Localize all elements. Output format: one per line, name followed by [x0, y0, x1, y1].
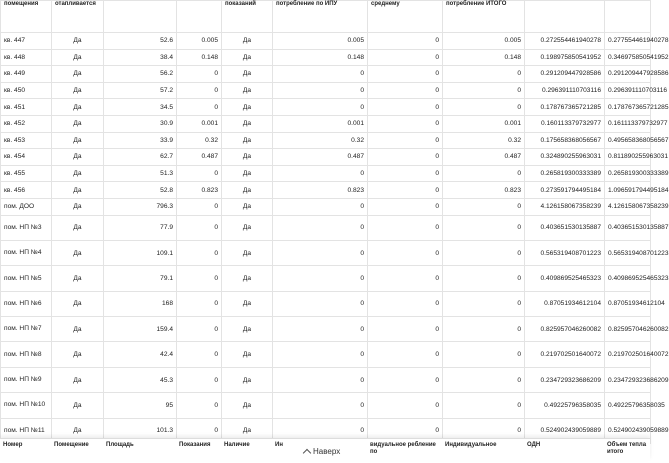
table-cell: 0.403651530135887: [605, 215, 651, 240]
table-cell: 0: [368, 33, 443, 50]
column-header: потребление по ИПУ: [273, 1, 368, 33]
table-cell: 0: [177, 215, 222, 240]
table-cell: 0: [443, 165, 525, 182]
table-cell: 38.4: [104, 49, 177, 66]
table-cell: 0: [443, 418, 525, 443]
table-cell: 56.2: [104, 66, 177, 83]
table-cell: 0.87051934612104: [525, 291, 605, 316]
sticky-column-header: Наличие: [224, 442, 250, 448]
table-cell: 0: [443, 198, 525, 215]
table-cell: 0: [368, 317, 443, 342]
table-cell: 0.32: [273, 132, 368, 149]
table-cell: 0.234729323686209: [605, 367, 651, 392]
table-cell: 57.2: [104, 82, 177, 99]
table-cell: 95: [104, 393, 177, 418]
table-row: [1, 33, 651, 50]
table-cell: 0.178767365721285: [605, 99, 651, 116]
table-cell: 0: [177, 393, 222, 418]
table-cell: 0: [368, 342, 443, 367]
table-cell: Да: [52, 367, 104, 392]
table-cell: кв. 454: [1, 149, 52, 166]
table-cell: 0: [368, 393, 443, 418]
table-cell: кв. 456: [1, 182, 52, 199]
table-row: [1, 342, 651, 367]
table-cell: 101.3: [104, 418, 177, 443]
table-cell: 0: [368, 215, 443, 240]
table-cell: 0.178767365721285: [525, 99, 605, 116]
table-cell: пом. НП №4: [1, 240, 52, 265]
table-row: [1, 182, 651, 199]
table-cell: 0.005: [273, 33, 368, 50]
table-cell: кв. 448: [1, 49, 52, 66]
table-cell: Да: [52, 165, 104, 182]
table-row: [1, 99, 651, 116]
table-cell: 0: [368, 82, 443, 99]
table-cell: 0.825957046260082: [605, 317, 651, 342]
table-cell: 0.265819300333389: [525, 165, 605, 182]
table-cell: 0.346975850541952: [605, 49, 651, 66]
column-header: среднему: [368, 1, 443, 33]
table-cell: 0.49225796358035: [605, 393, 651, 418]
table-cell: 0: [273, 342, 368, 367]
table-cell: Да: [222, 240, 273, 265]
table-cell: 0: [177, 99, 222, 116]
table-cell: 0: [177, 82, 222, 99]
table-cell: 42.4: [104, 342, 177, 367]
table-cell: 0: [368, 165, 443, 182]
table-cell: 0: [177, 266, 222, 291]
table-cell: 0.409869525465323: [525, 266, 605, 291]
column-header: [177, 1, 222, 33]
table-cell: Да: [52, 342, 104, 367]
table-cell: 0: [177, 317, 222, 342]
table-cell: 0: [273, 393, 368, 418]
table-cell: Да: [52, 132, 104, 149]
table-cell: 0: [368, 418, 443, 443]
table-cell: 0.825957046260082: [525, 317, 605, 342]
table-cell: 0: [368, 367, 443, 392]
table-cell: Да: [52, 149, 104, 166]
table-cell: кв. 451: [1, 99, 52, 116]
table-cell: 0.495658368056567: [605, 132, 651, 149]
table-cell: 0.148: [443, 49, 525, 66]
table-row: [1, 149, 651, 166]
sticky-column-header: ОДН: [527, 442, 541, 448]
table-row: [1, 165, 651, 182]
table-cell: 0.161113379732977: [605, 115, 651, 132]
table-cell: 0: [368, 291, 443, 316]
table-cell: Да: [52, 393, 104, 418]
table-cell: 0: [273, 291, 368, 316]
table-cell: Да: [222, 99, 273, 116]
table-cell: 0.273591794495184: [525, 182, 605, 199]
table-cell: 34.5: [104, 99, 177, 116]
table-cell: 77.9: [104, 215, 177, 240]
column-header: потребление ИТОГО: [443, 1, 525, 33]
table-cell: 1.096591794495184: [605, 182, 651, 199]
table-cell: Да: [222, 215, 273, 240]
table-cell: 0: [443, 99, 525, 116]
table-cell: 159.4: [104, 317, 177, 342]
table-cell: 0: [273, 240, 368, 265]
table-cell: кв. 449: [1, 66, 52, 83]
table-cell: 0.32: [443, 132, 525, 149]
table-cell: 0.175658368056567: [525, 132, 605, 149]
table-cell: Да: [52, 33, 104, 50]
table-cell: 0.234729323686209: [525, 367, 605, 392]
table-cell: 0.296391110703116: [605, 82, 651, 99]
table-cell: 0: [443, 367, 525, 392]
chevron-up-icon: [303, 448, 311, 456]
table-cell: 0.409869525465323: [605, 266, 651, 291]
table-cell: 0: [177, 291, 222, 316]
table-cell: 0: [443, 291, 525, 316]
table-cell: Да: [52, 198, 104, 215]
table-cell: 0.524902439059889: [525, 418, 605, 443]
table-cell: Да: [222, 82, 273, 99]
table-cell: 0.001: [177, 115, 222, 132]
table-cell: 0.823: [177, 182, 222, 199]
table-row: [1, 215, 651, 240]
table-cell: 0.487: [443, 149, 525, 166]
table-cell: 0.487: [177, 149, 222, 166]
table-cell: 0: [273, 165, 368, 182]
table-cell: 0: [368, 115, 443, 132]
table-cell: 0.160113379732977: [525, 115, 605, 132]
table-cell: 0.32: [177, 132, 222, 149]
table-cell: Да: [222, 418, 273, 443]
table-cell: 0: [443, 317, 525, 342]
table-cell: 0.487: [273, 149, 368, 166]
table-cell: 0: [443, 266, 525, 291]
table-cell: 0: [443, 240, 525, 265]
table-row: [1, 66, 651, 83]
table-cell: 52.8: [104, 182, 177, 199]
table-cell: 0.565319408701223: [605, 240, 651, 265]
table-row: [1, 291, 651, 316]
table-cell: 0.291209447928586: [605, 66, 651, 83]
table-cell: 0.265819300333389: [605, 165, 651, 182]
table-cell: 0: [368, 182, 443, 199]
sticky-column-header: Объем тепла итого: [607, 442, 647, 455]
column-header: помещения: [1, 1, 52, 33]
table-cell: 0.148: [273, 49, 368, 66]
table-cell: 0: [177, 240, 222, 265]
sticky-column-header: Площадь: [106, 442, 134, 448]
table-cell: 0: [368, 240, 443, 265]
sticky-column-header: Показания: [179, 442, 211, 448]
column-header: показаний: [222, 1, 273, 33]
sticky-column-header: Помещение: [54, 442, 89, 448]
table-cell: Да: [222, 393, 273, 418]
table-row: [1, 198, 651, 215]
table-cell: 0.291209447928586: [525, 66, 605, 83]
table-cell: 109.1: [104, 240, 177, 265]
table-cell: 0: [443, 82, 525, 99]
table-cell: 0.565319408701223: [525, 240, 605, 265]
table-cell: Да: [52, 115, 104, 132]
table-cell: пом. НП №9: [1, 367, 52, 392]
table-cell: 0: [177, 66, 222, 83]
table-cell: 0.272554461940278: [525, 33, 605, 50]
sticky-column-header: Ин: [275, 442, 283, 448]
column-header: отапливается: [52, 1, 104, 33]
table-cell: Да: [52, 66, 104, 83]
table-cell: 62.7: [104, 149, 177, 166]
table-cell: 0: [177, 165, 222, 182]
table-cell: 0: [177, 418, 222, 443]
table-cell: пом. НП №3: [1, 215, 52, 240]
table-cell: 0: [273, 367, 368, 392]
table-cell: пом. ДОО: [1, 198, 52, 215]
table-cell: Да: [52, 215, 104, 240]
table-cell: 0: [443, 342, 525, 367]
table-cell: 0.001: [273, 115, 368, 132]
table-cell: 0: [273, 66, 368, 83]
table-cell: кв. 453: [1, 132, 52, 149]
table-cell: 0: [443, 393, 525, 418]
table-cell: 0.148: [177, 49, 222, 66]
table-cell: 0.277554461940278: [605, 33, 651, 50]
table-cell: 4.126158067358239: [525, 198, 605, 215]
table-cell: 0: [177, 367, 222, 392]
table-cell: 0: [368, 99, 443, 116]
table-cell: Да: [222, 66, 273, 83]
table-cell: 0: [177, 342, 222, 367]
scroll-to-top-label: Наверх: [313, 446, 341, 456]
table-row: [1, 240, 651, 265]
column-header: [525, 1, 605, 33]
table-cell: 0.823: [273, 182, 368, 199]
table-cell: пом. НП №6: [1, 291, 52, 316]
table-cell: Да: [222, 115, 273, 132]
table-cell: 0.524902439059889: [605, 418, 651, 443]
table-cell: 0: [368, 149, 443, 166]
table-cell: Да: [222, 367, 273, 392]
table-cell: 0.001: [443, 115, 525, 132]
column-header: [605, 1, 651, 33]
table-row: [1, 115, 651, 132]
table-cell: кв. 450: [1, 82, 52, 99]
table-cell: Да: [52, 182, 104, 199]
table-cell: 0: [273, 317, 368, 342]
table-cell: 30.9: [104, 115, 177, 132]
table-cell: 0: [177, 198, 222, 215]
table-cell: 0.49225796358035: [525, 393, 605, 418]
table-cell: 33.9: [104, 132, 177, 149]
table-row: [1, 82, 651, 99]
table-cell: кв. 455: [1, 165, 52, 182]
table-cell: 0.87051934612104: [605, 291, 651, 316]
table-cell: Да: [52, 49, 104, 66]
table-cell: Да: [52, 99, 104, 116]
table-cell: Да: [52, 317, 104, 342]
table-cell: пом. НП №11: [1, 418, 52, 443]
table-cell: 0.198975850541952: [525, 49, 605, 66]
table-cell: 0: [368, 198, 443, 215]
table-cell: Да: [52, 240, 104, 265]
table-cell: 0: [368, 49, 443, 66]
table-cell: 52.6: [104, 33, 177, 50]
table-cell: 0.005: [177, 33, 222, 50]
table-cell: 0: [273, 82, 368, 99]
table-cell: 0: [273, 418, 368, 443]
table-cell: 0.811890255963031: [605, 149, 651, 166]
table-cell: 0: [368, 132, 443, 149]
table-cell: 0.403651530135887: [525, 215, 605, 240]
sticky-column-header: Индивидуальное: [445, 442, 497, 448]
table-cell: Да: [222, 317, 273, 342]
table-row: [1, 393, 651, 418]
table-cell: Да: [222, 165, 273, 182]
table-cell: 0.324890255963031: [525, 149, 605, 166]
table-cell: Да: [222, 266, 273, 291]
table-cell: 0.219702501640072: [525, 342, 605, 367]
table-row: [1, 49, 651, 66]
table-row: [1, 132, 651, 149]
table-row: [1, 317, 651, 342]
table-cell: Да: [222, 33, 273, 50]
table-cell: Да: [222, 132, 273, 149]
table-cell: Да: [222, 198, 273, 215]
table-cell: Да: [222, 149, 273, 166]
table-cell: Да: [52, 266, 104, 291]
table-cell: 0.219702501640072: [605, 342, 651, 367]
table-cell: Да: [52, 418, 104, 443]
table-cell: пом. НП №5: [1, 266, 52, 291]
table-cell: Да: [52, 82, 104, 99]
table-cell: 0.296391110703116: [525, 82, 605, 99]
table-cell: Да: [222, 182, 273, 199]
table-cell: пом. НП №7: [1, 317, 52, 342]
table-row: [1, 266, 651, 291]
table-cell: Да: [222, 291, 273, 316]
table-cell: 0: [443, 66, 525, 83]
table-row: [1, 367, 651, 392]
table-cell: 51.3: [104, 165, 177, 182]
table-cell: 0: [273, 215, 368, 240]
table-cell: 0: [273, 198, 368, 215]
table-cell: 0: [273, 266, 368, 291]
table-cell: 0: [368, 266, 443, 291]
table-cell: кв. 452: [1, 115, 52, 132]
table-cell: Да: [52, 291, 104, 316]
table-cell: кв. 447: [1, 33, 52, 50]
table-cell: 0: [273, 99, 368, 116]
sticky-column-header: видуальное ребление по: [370, 442, 436, 455]
table-cell: 45.3: [104, 367, 177, 392]
table-cell: 796.3: [104, 198, 177, 215]
table-cell: 0.005: [443, 33, 525, 50]
table-cell: Да: [222, 49, 273, 66]
column-header: [104, 1, 177, 33]
table-cell: 79.1: [104, 266, 177, 291]
table-cell: пом. НП №8: [1, 342, 52, 367]
table-cell: 4.126158067358239: [605, 198, 651, 215]
table-cell: 0: [443, 215, 525, 240]
scroll-to-top-button[interactable]: [298, 444, 346, 458]
table-cell: Да: [222, 342, 273, 367]
table-cell: 168: [104, 291, 177, 316]
table-cell: 0: [368, 66, 443, 83]
header-row: [1, 1, 651, 33]
table-cell: 0.823: [443, 182, 525, 199]
sticky-column-header: Номер: [3, 442, 23, 448]
table-cell: пом. НП №10: [1, 393, 52, 418]
